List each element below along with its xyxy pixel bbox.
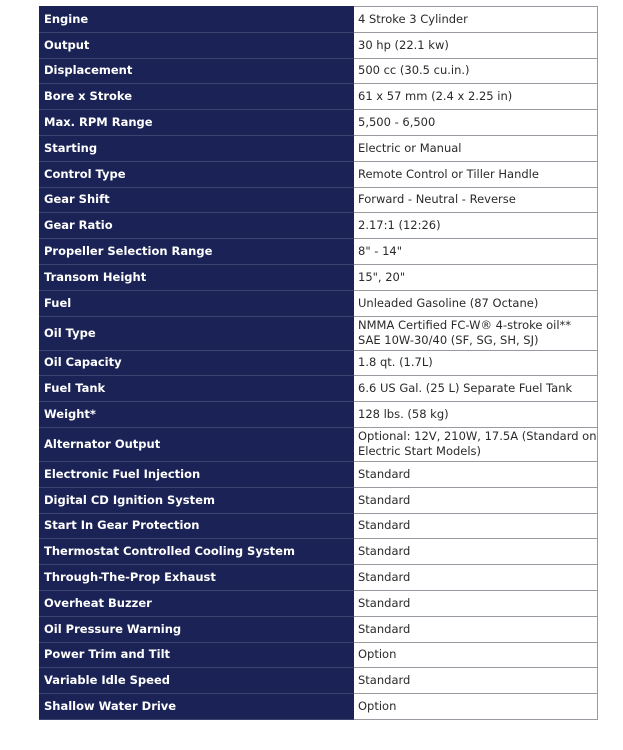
spec-row: [40, 668, 598, 694]
spec-value: Standard: [354, 513, 598, 539]
spec-value: 128 lbs. (58 kg): [354, 402, 598, 428]
spec-label: Gear Ratio: [40, 213, 354, 239]
spec-row: [40, 264, 598, 290]
spec-label: Engine: [40, 7, 354, 33]
spec-row: [40, 239, 598, 265]
spec-row: [40, 187, 598, 213]
spec-row: [40, 84, 598, 110]
spec-label: Output: [40, 32, 354, 58]
spec-label: Overheat Buzzer: [40, 590, 354, 616]
spec-row: [40, 590, 598, 616]
spec-value: 15", 20": [354, 264, 598, 290]
spec-row: [40, 290, 598, 316]
spec-value: 30 hp (22.1 kw): [354, 32, 598, 58]
spec-label: Alternator Output: [40, 427, 354, 461]
spec-label: Start In Gear Protection: [40, 513, 354, 539]
spec-label: Oil Pressure Warning: [40, 616, 354, 642]
spec-value: Standard: [354, 616, 598, 642]
spec-value: Standard: [354, 487, 598, 513]
spec-value: Remote Control or Tiller Handle: [354, 161, 598, 187]
spec-label: Fuel: [40, 290, 354, 316]
spec-value: Standard: [354, 539, 598, 565]
spec-row: [40, 213, 598, 239]
spec-value: Forward - Neutral - Reverse: [354, 187, 598, 213]
spec-label: Oil Type: [40, 316, 354, 350]
spec-value: 6.6 US Gal. (25 L) Separate Fuel Tank: [354, 376, 598, 402]
spec-value: 500 cc (30.5 cu.in.): [354, 58, 598, 84]
spec-row: [40, 376, 598, 402]
spec-value: Optional: 12V, 210W, 17.5A (Standard on Electric Start Models): [354, 427, 598, 461]
spec-label: Shallow Water Drive: [40, 694, 354, 720]
spec-value: NMMA Certified FC-W® 4-stroke oil** SAE 10W-30/40 (SF, SG, SH, SJ): [354, 316, 598, 350]
spec-row: [40, 161, 598, 187]
spec-row: [40, 110, 598, 136]
spec-label: Propeller Selection Range: [40, 239, 354, 265]
spec-label: Fuel Tank: [40, 376, 354, 402]
spec-row: [40, 694, 598, 720]
spec-label: Gear Shift: [40, 187, 354, 213]
spec-label: Power Trim and Tilt: [40, 642, 354, 668]
spec-value: 8" - 14": [354, 239, 598, 265]
spec-value: 2.17:1 (12:26): [354, 213, 598, 239]
spec-value: Unleaded Gasoline (87 Octane): [354, 290, 598, 316]
spec-row: [40, 461, 598, 487]
spec-value: 5,500 - 6,500: [354, 110, 598, 136]
spec-label: Bore x Stroke: [40, 84, 354, 110]
spec-row: [40, 642, 598, 668]
spec-value: 1.8 qt. (1.7L): [354, 350, 598, 376]
spec-value: Standard: [354, 565, 598, 591]
spec-row: [40, 32, 598, 58]
spec-row: [40, 58, 598, 84]
spec-value: 4 Stroke 3 Cylinder: [354, 7, 598, 33]
spec-table-body: [40, 7, 598, 720]
spec-row: [40, 135, 598, 161]
spec-label: Weight*: [40, 402, 354, 428]
spec-value: Option: [354, 694, 598, 720]
spec-label: Starting: [40, 135, 354, 161]
spec-table: [39, 6, 598, 720]
spec-label: Thermostat Controlled Cooling System: [40, 539, 354, 565]
spec-value: Option: [354, 642, 598, 668]
spec-label: Variable Idle Speed: [40, 668, 354, 694]
spec-row: [40, 427, 598, 461]
spec-row: [40, 539, 598, 565]
spec-row: [40, 7, 598, 33]
spec-value: Standard: [354, 668, 598, 694]
spec-label: Electronic Fuel Injection: [40, 461, 354, 487]
spec-row: [40, 316, 598, 350]
spec-row: [40, 350, 598, 376]
spec-row: [40, 402, 598, 428]
spec-value: Electric or Manual: [354, 135, 598, 161]
spec-label: Max. RPM Range: [40, 110, 354, 136]
spec-value: Standard: [354, 461, 598, 487]
spec-row: [40, 616, 598, 642]
spec-label: Digital CD Ignition System: [40, 487, 354, 513]
spec-row: [40, 513, 598, 539]
spec-value: Standard: [354, 590, 598, 616]
spec-label: Control Type: [40, 161, 354, 187]
spec-label: Transom Height: [40, 264, 354, 290]
spec-label: Displacement: [40, 58, 354, 84]
spec-label: Oil Capacity: [40, 350, 354, 376]
spec-label: Through-The-Prop Exhaust: [40, 565, 354, 591]
spec-value: 61 x 57 mm (2.4 x 2.25 in): [354, 84, 598, 110]
spec-row: [40, 565, 598, 591]
spec-row: [40, 487, 598, 513]
